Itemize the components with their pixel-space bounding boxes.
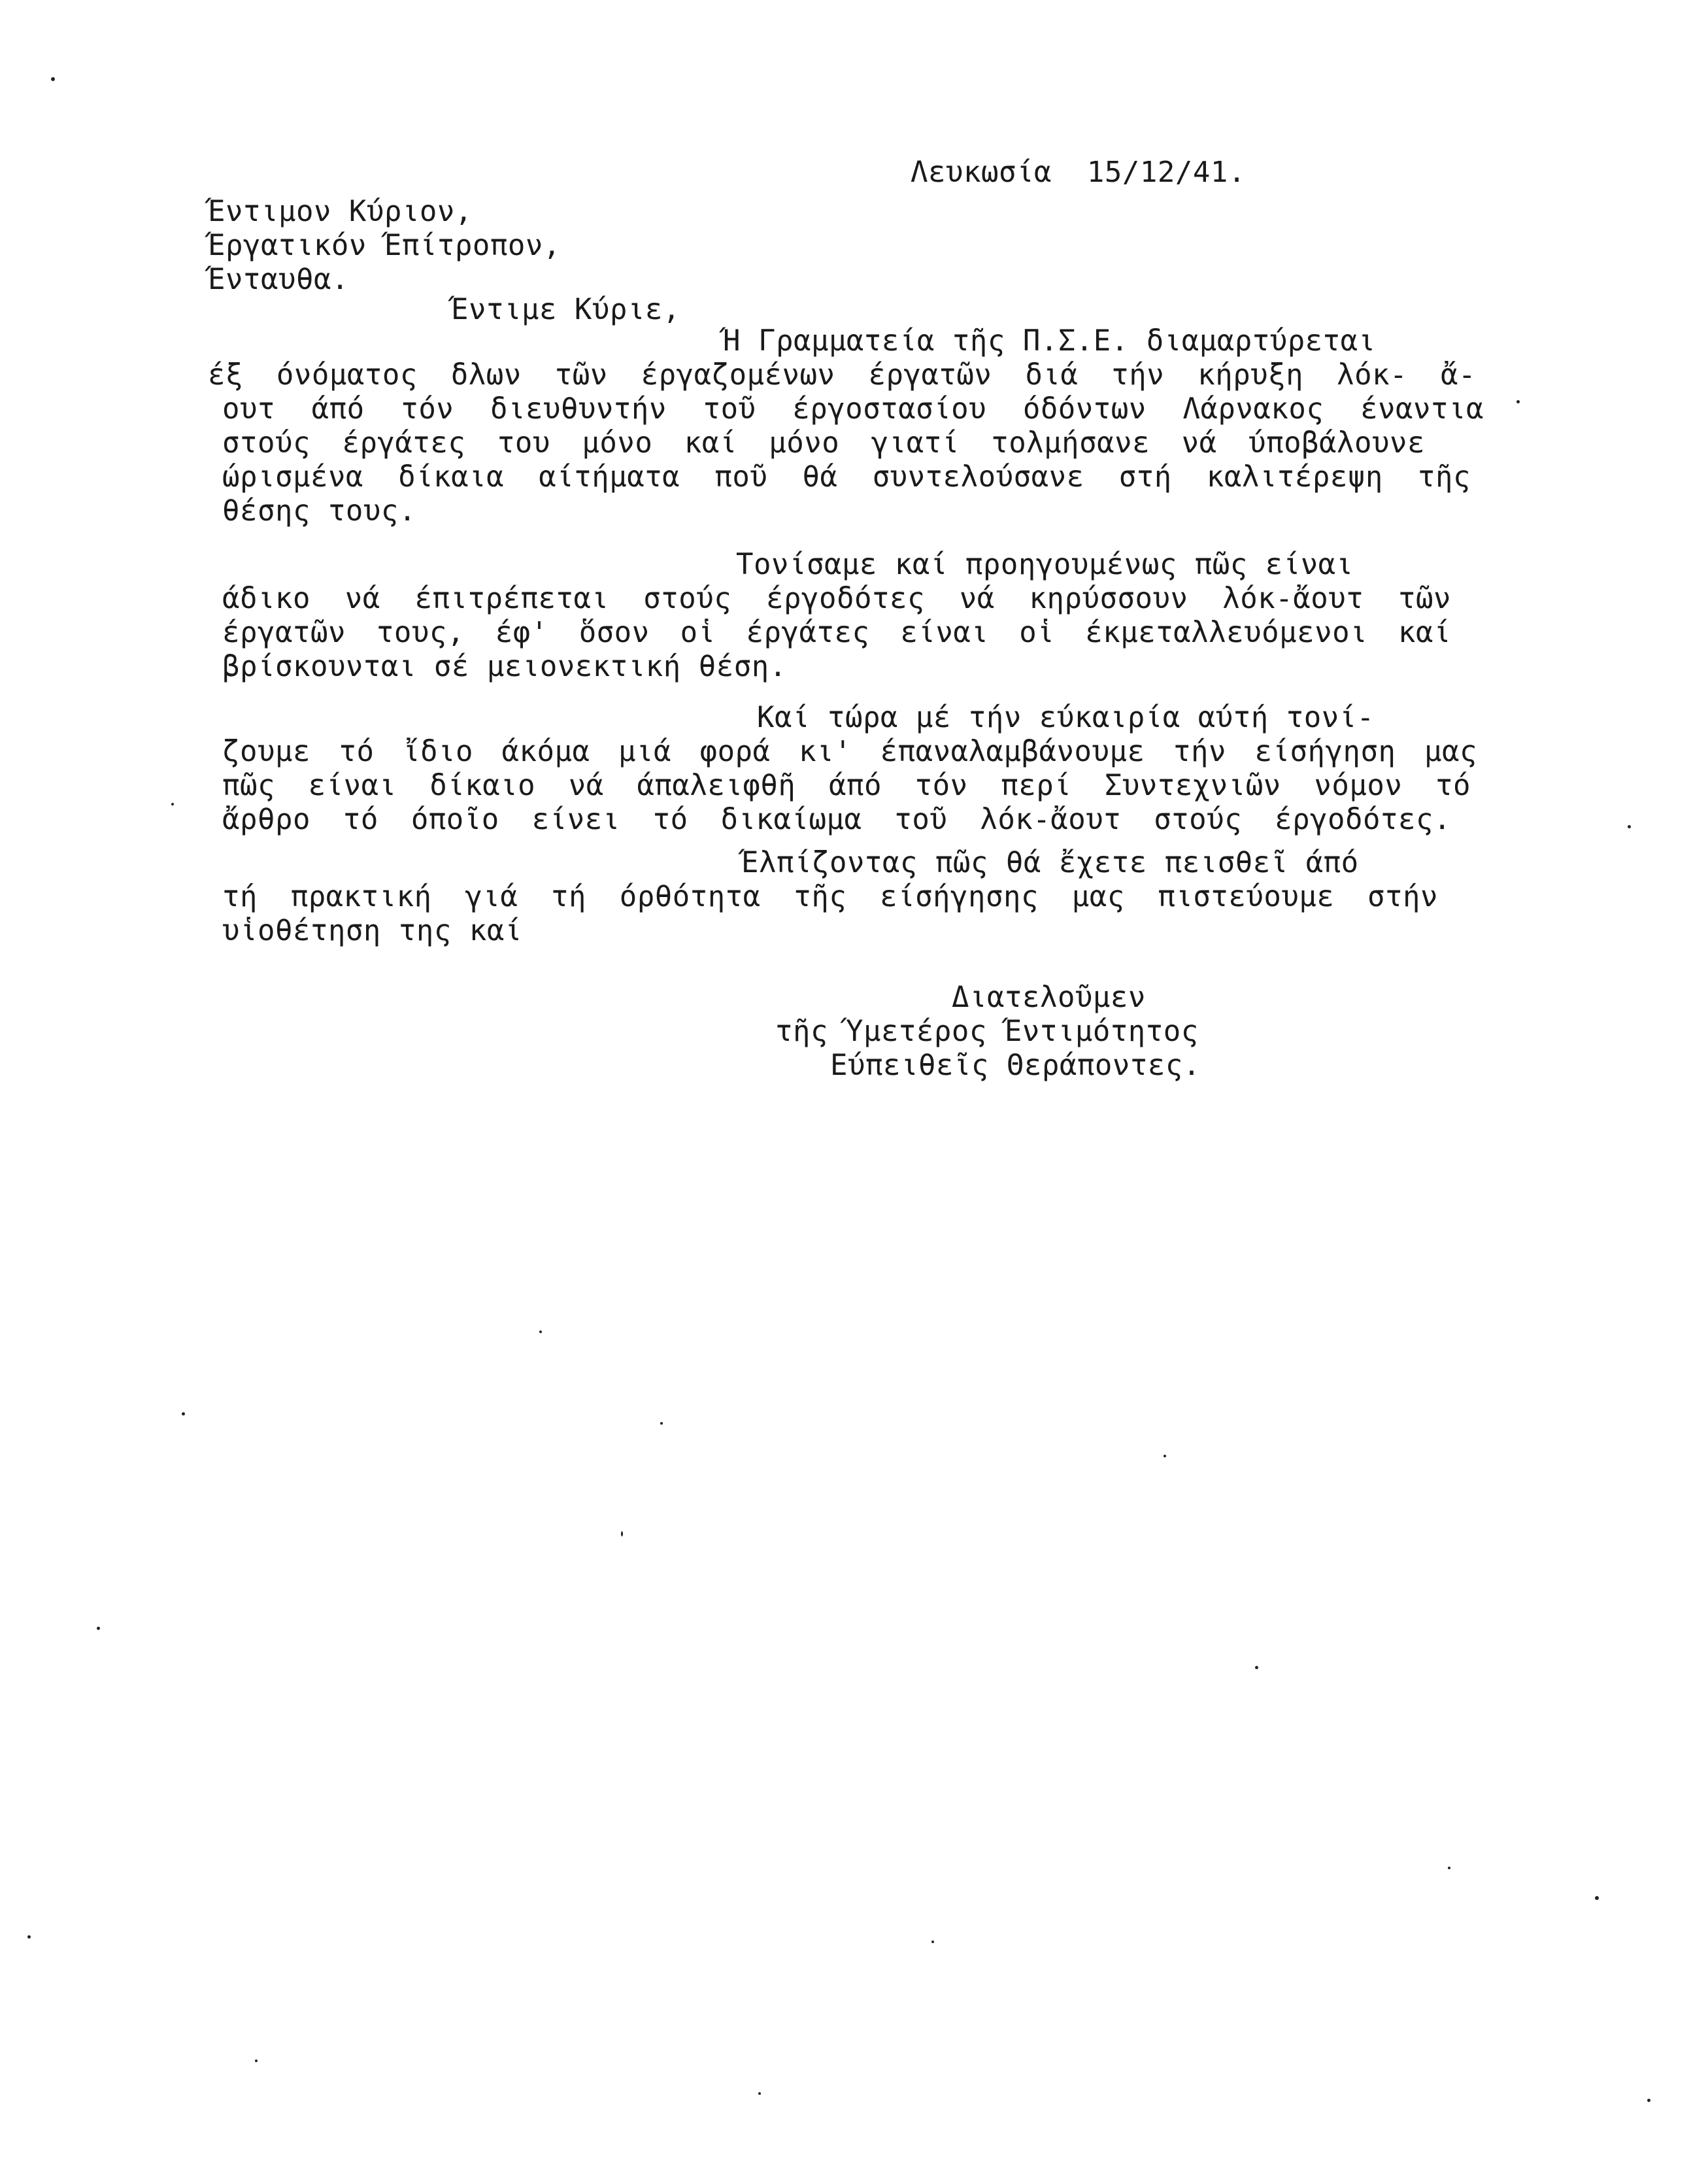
paragraph-3-line-4: ἄρθρο τό όποῖο είνει τό δικαίωμα τοῦ λόκ-ἄουτ στούς έργοδότες. xyxy=(222,803,1451,836)
scan-speck xyxy=(1628,825,1631,828)
paragraph-2-line-2: άδικο νά έπιτρέπεται στούς έργοδότες νά κηρύσσουν λόκ-ἄουτ τῶν xyxy=(222,582,1451,615)
scan-speck xyxy=(660,1422,663,1425)
scan-speck xyxy=(539,1331,542,1333)
salutation: Έντιμε Κύριε, xyxy=(451,293,680,326)
scan-speck xyxy=(255,2060,258,2062)
closing-line-1: Διατελοῦμεν xyxy=(952,981,1146,1014)
paragraph-4-line-1: Έλπίζοντας πῶς θά ἔχετε πεισθεῖ άπό xyxy=(741,846,1359,879)
paragraph-1-line-3: ουτ άπό τόν διευθυντήν τοῦ έργοστασίου όδόντων Λάρνακος έναντια xyxy=(222,392,1484,426)
paragraph-1-line-2: έξ όνόματος δλων τῶν έργαζομένων έργατῶν διά τήν κήρυξη λόκ- ἄ- xyxy=(208,358,1476,392)
scan-speck xyxy=(758,2092,761,2095)
paragraph-2-line-4: βρίσκουνται σέ μειονεκτική θέση. xyxy=(222,650,787,683)
scan-speck xyxy=(621,1531,623,1536)
dateline: Λευκωσία 15/12/41. xyxy=(911,156,1246,189)
paragraph-4-line-2: τή πρακτική γιά τή όρθότητα τῆς είσήγησης μας πιστεύουμε στήν xyxy=(222,880,1438,913)
paragraph-1-line-6: θέσης τους. xyxy=(222,494,416,528)
paragraph-3-line-3: πῶς είναι δίκαιο νά άπαλειφθῆ άπό τόν περί Συντεχνιῶν νόμον τό xyxy=(222,769,1471,802)
scan-speck xyxy=(1255,1666,1258,1669)
scan-speck xyxy=(931,1941,934,1943)
scan-speck xyxy=(1448,1867,1450,1869)
paragraph-4-line-3: υἱοθέτηση της καί xyxy=(222,914,522,947)
paragraph-2-line-3: έργατῶν τους, έφ' ὅσον οἱ έργάτες είναι οἱ έκμεταλλευόμενοι καί xyxy=(222,616,1451,649)
scan-speck xyxy=(171,803,174,805)
paragraph-3-line-1: Καί τώρα μέ τήν εύκαιρία αύτή τονί- xyxy=(757,701,1375,734)
scan-speck xyxy=(1595,1896,1599,1900)
paragraph-3-line-2: ζουμε τό ἴδιο άκόμα μιά φορά κι' έπαναλαμβάνουμε τήν είσήγηση μας xyxy=(222,735,1477,768)
address-line-3: Ένταυθα. xyxy=(208,263,349,296)
paragraph-1-line-1: Ή Γραμματεία τῆς Π.Σ.Ε. διαμαρτύρεται xyxy=(723,324,1376,358)
closing-line-3: Εύπειθεῖς Θεράποντες. xyxy=(830,1049,1201,1082)
scan-speck xyxy=(1516,400,1520,403)
scan-speck xyxy=(182,1412,185,1416)
paragraph-1-line-5: ώρισμένα δίκαια αίτήματα ποῦ θά συντελούσανε στή καλιτέρεψη τῆς xyxy=(222,460,1471,494)
scan-speck xyxy=(1164,1455,1166,1457)
scan-speck xyxy=(1647,2099,1650,2102)
paragraph-2-line-1: Τονίσαμε καί προηγουμένως πῶς είναι xyxy=(736,548,1354,581)
address-line-1: Έντιμον Κύριον, xyxy=(208,195,473,228)
scan-speck xyxy=(27,1935,31,1939)
scan-speck xyxy=(97,1627,100,1630)
scan-speck xyxy=(51,77,55,81)
address-line-2: Έργατικόν Έπίτροπον, xyxy=(208,229,561,262)
paragraph-1-line-4: στούς έργάτες του μόνο καί μόνο γιατί τολμήσανε νά ύποβάλουνε xyxy=(222,426,1425,460)
closing-line-2: τῆς Ύμετέρος Έντιμότητος xyxy=(775,1015,1199,1048)
